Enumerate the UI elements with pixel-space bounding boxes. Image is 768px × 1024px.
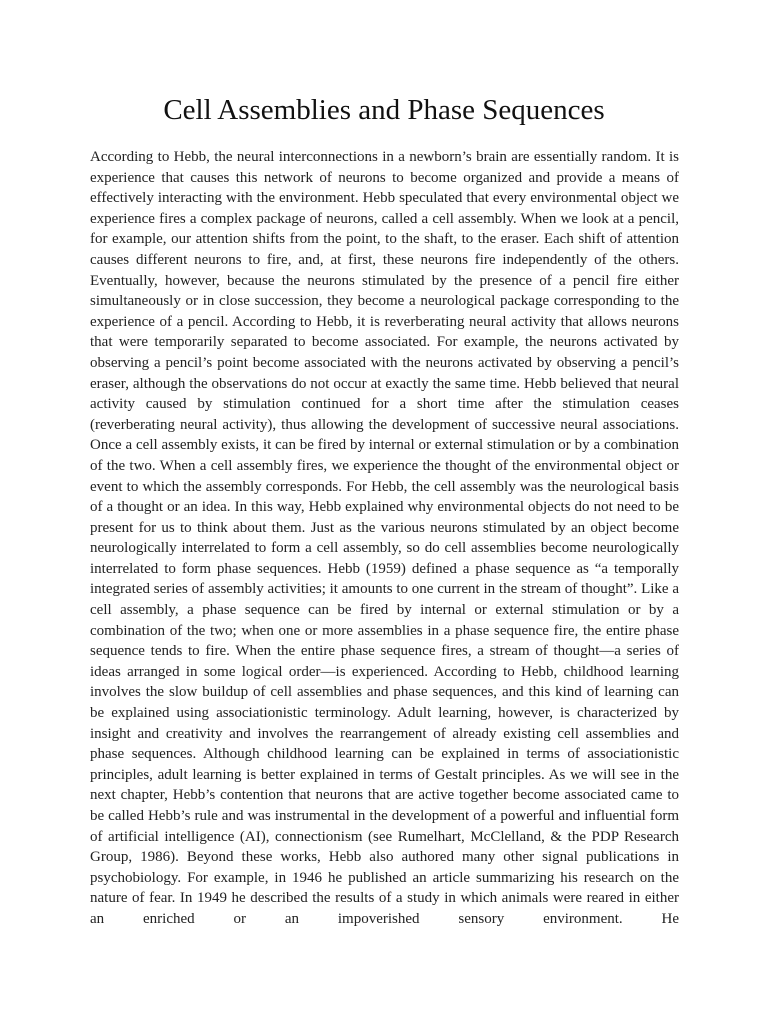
body-paragraph: According to Hebb, the neural interconnections in a newborn’s brain are essentially random. It is experience that causes this network of neurons to become organized and provide a means of effectively interacting with the environment. Hebb speculated that every environmental object we experience fires a complex package of neurons, called a cell assembly. When we look at a pencil, for example, our attention shifts from the point, to the shaft, to the eraser. Each shift of attention causes different neurons to fire, and, at first, these neurons fire independently of the others. Eventually, however, because the neurons stimulated by the presence of a pencil fire either simultaneously or in close succession, they become a neurological package corresponding to the experience of a pencil. According to Hebb, it is reverberating neural activity that allows neurons that were temporarily separated to become associated. For example, the neurons activated by observing a pencil’s point become associated with the neurons activated by observing a pencil’s eraser, although the observations do not occur at exactly the same time. Hebb believed that neural activity caused by stimulation continued for a short time after the stimulation ceases (reverberating neural activity), thus allowing the development of successive neural associations. Once a cell assembly exists, it can be fired by internal or external stimulation or by a combination of the two. When a cell assembly fires, we experience the thought of the environmental object or event to which the assembly corresponds. For Hebb, the cell assembly was the neurological basis of a thought or an idea. In this way, Hebb explained why environmental objects do not need to be present for us to think about them. Just as the various neurons stimulated by an object become neurologically interrelated to form a cell assembly, so do cell assemblies become neurologically interrelated to form phase sequences. Hebb (1959) defined a phase sequence as “a temporally integrated series of assembly activities; it amounts to one current in the stream of thought”. Like a cell assembly, a phase sequence can be fired by internal or external stimulation or by a combination of the two; when one or more assemblies in a phase sequence fire, the entire phase sequence tends to fire. When the entire phase sequence fires, a stream of thought—a series of ideas arranged in some logical order—is experienced. According to Hebb, childhood learning involves the slow buildup of cell assemblies and phase sequences, and this kind of learning can be explained using associationistic terminology. Adult learning, however, is characterized by insight and creativity and involves the rearrangement of already existing cell assemblies and phase sequences. Although childhood learning can be explained in terms of associationistic principles, adult learning is better explained in terms of Gestalt principles. As we will see in the next chapter, Hebb’s contention that neurons that are active together become associated came to be called Hebb’s rule and was instrumental in the development of a powerful and influential form of artificial intelligence (AI), connectionism (see Rumelhart, McClelland, & the PDP Research Group, 1986). Beyond these works, Hebb also authored many other signal publications in psychobiology. For example, in 1946 he published an article summarizing his research on the nature of fear. In 1949 he described the results of a study in which animals were reared in either an enriched or an impoverished sensory environment. He [90, 149, 679, 927]
document-title: Cell Assemblies and Phase Sequences [163, 94, 605, 126]
